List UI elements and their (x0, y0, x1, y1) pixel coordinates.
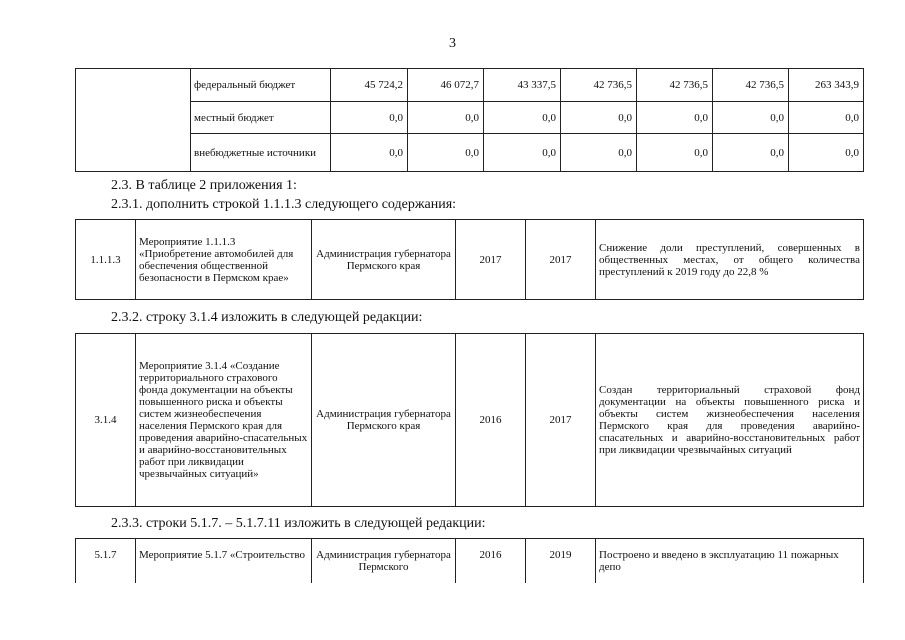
row-3-1-4-table (75, 333, 864, 507)
budget-cell: 0,0 (789, 134, 864, 172)
budget-row-federal (76, 69, 864, 102)
row-result: Снижение доли преступлений, совершенных в общественных местах, от общего количества преступлений к 2019 году до 22,8 % (596, 220, 864, 300)
budget-cell: 0,0 (637, 102, 713, 134)
row-end-year: 2017 (526, 334, 596, 507)
budget-cell: 0,0 (484, 134, 561, 172)
budget-cell: 0,0 (331, 102, 408, 134)
row-event: Мероприятие 5.1.7 «Строительство (136, 539, 312, 599)
row-executor: Администрация губернатора Пермского (312, 539, 456, 599)
row-executor: Администрация губернатора Пермского края (312, 334, 456, 507)
budget-cell: 0,0 (331, 134, 408, 172)
budget-cell: 0,0 (713, 134, 789, 172)
row-start-year: 2016 (456, 539, 526, 599)
section-2-3-2: 2.3.2. строку 3.1.4 изложить в следующей редакции: (111, 310, 423, 325)
row-code: 5.1.7 (76, 539, 136, 599)
budget-cell: 0,0 (789, 102, 864, 134)
row-code: 3.1.4 (76, 334, 136, 507)
page-crop-mask (0, 583, 905, 640)
section-2-3: 2.3. В таблице 2 приложения 1: (111, 178, 297, 193)
budget-cell: 0,0 (561, 134, 637, 172)
row-result: Создан территориальный страховой фонд документации на объекты повышенного риска и объекты систем жизнеобеспечения населения Пермского края для проведения аварийно-спасательных и аварийно-восстановительных работ при ликвидации чрезвычайных ситуаций (596, 334, 864, 507)
budget-cell: 45 724,2 (331, 69, 408, 102)
budget-blank-cell (76, 69, 191, 172)
budget-cell: 43 337,5 (484, 69, 561, 102)
section-2-3-1: 2.3.1. дополнить строкой 1.1.1.3 следующего содержания: (111, 197, 457, 212)
row-result: Построено и введено в эксплуатацию 11 пожарных депо (596, 539, 864, 599)
budget-cell: 46 072,7 (408, 69, 484, 102)
page-number: 3 (449, 36, 456, 51)
budget-cell: 42 736,5 (637, 69, 713, 102)
budget-cell: 0,0 (561, 102, 637, 134)
budget-cell: 42 736,5 (713, 69, 789, 102)
row-1-1-1-3-table (75, 219, 864, 300)
row-start-year: 2016 (456, 334, 526, 507)
budget-row-label: федеральный бюджет (191, 69, 331, 102)
budget-row-label: внебюджетные источники (191, 134, 331, 172)
budget-row-extrabudget (76, 134, 864, 172)
budget-row-label: местный бюджет (191, 102, 331, 134)
budget-cell: 0,0 (637, 134, 713, 172)
budget-row-local (76, 102, 864, 134)
row-executor: Администрация губернатора Пермского края (312, 220, 456, 300)
row-start-year: 2017 (456, 220, 526, 300)
row-end-year: 2019 (526, 539, 596, 599)
row-code: 1.1.1.3 (76, 220, 136, 300)
budget-table (75, 68, 864, 172)
section-2-3-3: 2.3.3. строки 5.1.7. – 5.1.7.11 изложить в следующей редакции: (111, 516, 486, 531)
row-event: Мероприятие 1.1.1.3 «Приобретение автомобилей для обеспечения общественной безопасности в Пермском крае» (136, 220, 312, 300)
budget-cell: 0,0 (408, 102, 484, 134)
row-end-year: 2017 (526, 220, 596, 300)
budget-cell: 263 343,9 (789, 69, 864, 102)
budget-cell: 0,0 (713, 102, 789, 134)
row-event: Мероприятие 3.1.4 «Создание территориального страхового фонда документации на объекты повышенного риска и объекты систем жизнеобеспечения населения Пермского края для проведения аварийно-спасательных и аварийно-восстановительных работ при ликвидации чрезвычайных ситуаций» (136, 334, 312, 507)
budget-cell: 0,0 (408, 134, 484, 172)
budget-cell: 42 736,5 (561, 69, 637, 102)
budget-cell: 0,0 (484, 102, 561, 134)
